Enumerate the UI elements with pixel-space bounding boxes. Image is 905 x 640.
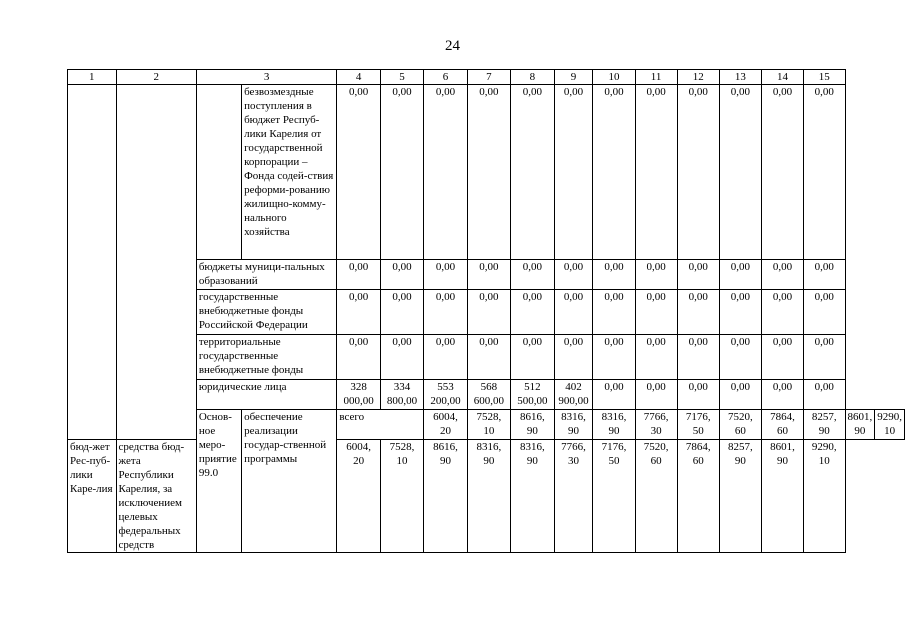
value-cell: 0,00: [380, 85, 423, 260]
value-cell: 0,00: [719, 380, 761, 410]
value-cell: 7176, 50: [593, 440, 635, 553]
value-cell: 402 900,00: [554, 380, 593, 410]
row-label: всего: [337, 410, 424, 440]
table-row: [68, 85, 905, 260]
table-row: [68, 440, 905, 553]
value-cell: 8316, 90: [554, 410, 593, 440]
value-cell: 7520, 60: [719, 410, 761, 440]
row-label: безвозмездные поступления в бюджет Респуб-лики Карелия от государственной корпорации – Фонда содей-ствия реформи-рованию жилищно-комму-нального хозяйства: [242, 85, 337, 260]
value-cell: 0,00: [593, 335, 635, 380]
value-cell: 0,00: [761, 335, 803, 380]
value-cell: 0,00: [467, 290, 510, 335]
value-cell: 0,00: [677, 290, 719, 335]
value-cell: 6004, 20: [424, 410, 467, 440]
value-cell: 0,00: [761, 290, 803, 335]
value-cell: 0,00: [677, 380, 719, 410]
value-cell: 0,00: [554, 85, 593, 260]
value-cell: 0,00: [635, 260, 677, 290]
value-cell: 0,00: [467, 260, 510, 290]
value-cell: 0,00: [424, 260, 467, 290]
value-cell: 0,00: [635, 290, 677, 335]
value-cell: 7176, 50: [677, 410, 719, 440]
value-cell: 0,00: [804, 85, 845, 260]
value-cell: 0,00: [511, 85, 554, 260]
empty-cell: [196, 85, 241, 260]
value-cell: 0,00: [337, 260, 380, 290]
header-cell: 9: [554, 70, 593, 85]
row-label: юридические лица: [196, 380, 337, 410]
activity-cell: Основ-ное меро-приятие 99.0: [196, 410, 241, 553]
value-cell: 0,00: [804, 335, 845, 380]
value-cell: 328 000,00: [337, 380, 380, 410]
empty-cell: [116, 85, 196, 440]
value-cell: 7528, 10: [380, 440, 423, 553]
value-cell: 0,00: [554, 260, 593, 290]
header-cell: 7: [467, 70, 510, 85]
value-cell: 0,00: [337, 290, 380, 335]
value-cell: 0,00: [380, 335, 423, 380]
value-cell: 0,00: [511, 290, 554, 335]
value-cell: 0,00: [719, 335, 761, 380]
value-cell: 568 600,00: [467, 380, 510, 410]
value-cell: 7766, 30: [554, 440, 593, 553]
value-cell: 0,00: [380, 290, 423, 335]
row-label: средства бюд-жета Республики Карелия, за исключением целевых федеральных средств: [116, 440, 196, 553]
header-cell: 8: [511, 70, 554, 85]
value-cell: 8616, 90: [511, 410, 554, 440]
value-cell: 0,00: [761, 380, 803, 410]
header-cell: 12: [677, 70, 719, 85]
value-cell: 9290, 10: [875, 410, 905, 440]
header-cell: 6: [424, 70, 467, 85]
value-cell: 0,00: [677, 260, 719, 290]
value-cell: 334 800,00: [380, 380, 423, 410]
budget-table: [67, 69, 905, 553]
value-cell: 0,00: [635, 85, 677, 260]
value-cell: 0,00: [554, 290, 593, 335]
header-row: [68, 70, 905, 85]
value-cell: 0,00: [804, 290, 845, 335]
header-cell: 4: [337, 70, 380, 85]
value-cell: 0,00: [424, 290, 467, 335]
value-cell: 8316, 90: [593, 410, 635, 440]
value-cell: 7766, 30: [635, 410, 677, 440]
value-cell: 8316, 90: [467, 440, 510, 553]
value-cell: 553 200,00: [424, 380, 467, 410]
value-cell: 0,00: [677, 85, 719, 260]
page-number: 24: [445, 38, 460, 54]
header-cell: 13: [719, 70, 761, 85]
header-cell: 14: [761, 70, 803, 85]
value-cell: 7528, 10: [467, 410, 510, 440]
header-cell: 10: [593, 70, 635, 85]
value-cell: 0,00: [804, 380, 845, 410]
value-cell: 0,00: [337, 335, 380, 380]
value-cell: 0,00: [511, 335, 554, 380]
value-cell: 0,00: [467, 335, 510, 380]
value-cell: 6004, 20: [337, 440, 380, 553]
value-cell: 7864, 60: [761, 410, 803, 440]
value-cell: 0,00: [677, 335, 719, 380]
value-cell: 0,00: [593, 380, 635, 410]
header-cell: 5: [380, 70, 423, 85]
value-cell: 0,00: [511, 260, 554, 290]
value-cell: 0,00: [424, 335, 467, 380]
value-cell: 0,00: [719, 260, 761, 290]
value-cell: 0,00: [761, 260, 803, 290]
value-cell: 0,00: [719, 85, 761, 260]
empty-cell: [68, 85, 117, 440]
value-cell: 0,00: [554, 335, 593, 380]
value-cell: 0,00: [424, 85, 467, 260]
value-cell: 0,00: [593, 290, 635, 335]
value-cell: 0,00: [467, 85, 510, 260]
value-cell: 8257, 90: [804, 410, 845, 440]
value-cell: 0,00: [761, 85, 803, 260]
value-cell: 0,00: [804, 260, 845, 290]
value-cell: 0,00: [593, 85, 635, 260]
value-cell: 7864, 60: [677, 440, 719, 553]
value-cell: 0,00: [635, 380, 677, 410]
row-label: бюд-жет Рес-пуб-лики Каре-лия: [68, 440, 117, 553]
header-cell: 2: [116, 70, 196, 85]
value-cell: 8316, 90: [511, 440, 554, 553]
value-cell: 0,00: [719, 290, 761, 335]
header-cell: 1: [68, 70, 117, 85]
value-cell: 8616, 90: [424, 440, 467, 553]
activity-description: обеспечение реализации государ-ственной программы: [242, 410, 337, 553]
value-cell: 512 500,00: [511, 380, 554, 410]
value-cell: 0,00: [380, 260, 423, 290]
header-cell: 15: [804, 70, 845, 85]
row-label: бюджеты муници-пальных образований: [196, 260, 337, 290]
value-cell: 0,00: [337, 85, 380, 260]
value-cell: 7520, 60: [635, 440, 677, 553]
row-label: государственные внебюджетные фонды Российской Федерации: [196, 290, 337, 335]
header-cell: 3: [196, 70, 337, 85]
header-cell: 11: [635, 70, 677, 85]
row-label: территориальные государственные внебюджетные фонды: [196, 335, 337, 380]
value-cell: 0,00: [635, 335, 677, 380]
value-cell: 8601, 90: [761, 440, 803, 553]
value-cell: 9290, 10: [804, 440, 845, 553]
value-cell: 8257, 90: [719, 440, 761, 553]
value-cell: 8601, 90: [845, 410, 875, 440]
value-cell: 0,00: [593, 260, 635, 290]
